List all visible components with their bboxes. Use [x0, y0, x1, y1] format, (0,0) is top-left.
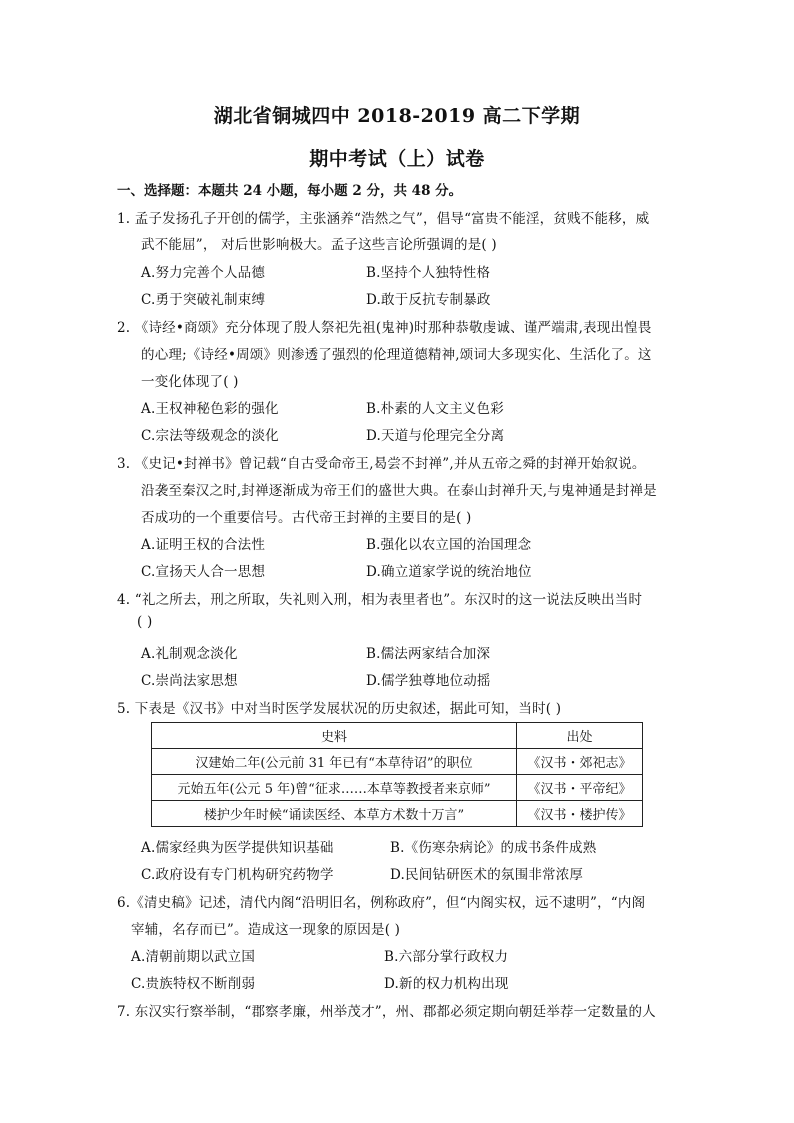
question-1-option-b: B.坚持个人独特性格 — [366, 265, 491, 281]
table-cell-origin: 《汉书・平帝纪》 — [517, 775, 643, 801]
question-3-line-1: 3. 《史记•封禅书》曾记载“自古受命帝王,曷尝不封禅”,并从五帝之舜的封禅开始叙说。 — [117, 456, 646, 472]
question-4-line-1: 4. “礼之所去，刑之所取，失礼则入刑，相为表里者也”。东汉时的这一说法反映出当时 — [117, 592, 643, 608]
table-cell-source: 汉建始二年(公元前 31 年已有“本草待诏”的职位 — [152, 749, 517, 775]
question-4-option-d: D.儒学独尊地位动摇 — [366, 673, 491, 689]
question-5-line-1: 5. 下表是《汉书》中对当时医学发展状况的历史叙述，据此可知，当时( ) — [117, 701, 562, 717]
table-header-row — [152, 723, 643, 749]
question-5-option-b: B.《伤寒杂病论》的成书条件成熟 — [390, 840, 597, 856]
question-2-option-a: A.王权神秘色彩的强化 — [141, 401, 279, 417]
question-6-option-b: B.六部分掌行政权力 — [384, 949, 509, 965]
question-2-line-2: 的心理;《诗经•周颂》则渗透了强烈的伦理道德精神,颂词大多现实化、生活化了。这 — [141, 347, 652, 363]
question-4-option-b: B.儒法两家结合加深 — [366, 646, 491, 662]
question-6-line-1: 6.《清史稿》记述，清代内阁“沿明旧名，例称政府”，但“内阁实权，远不逮明”，“内阁 — [117, 895, 646, 911]
history-source-table — [151, 722, 643, 827]
question-1-option-d: D.敢于反抗专制暴政 — [366, 292, 491, 308]
question-7-line-1: 7. 东汉实行察举制，“郡察孝廉，州举茂才”，州、郡都必须定期向朝廷举荐一定数量的人 — [117, 1004, 656, 1020]
question-3-option-c: C.宣扬天人合一思想 — [141, 564, 266, 580]
question-1-option-c: C.勇于突破礼制束缚 — [141, 292, 266, 308]
question-5-option-a: A.儒家经典为医学提供知识基础 — [141, 840, 334, 856]
table-row — [152, 801, 643, 827]
question-1-line-1: 1. 孟子发扬孔子开创的儒学，主张涵养“浩然之气”，倡导“富贵不能淫，贫贱不能移，威 — [117, 211, 650, 227]
table-row — [152, 749, 643, 775]
question-4-option-c: C.崇尚法家思想 — [141, 673, 238, 689]
question-3-option-b: B.强化以农立国的治国理念 — [366, 537, 532, 553]
table-cell-origin: 《汉书・楼护传》 — [517, 801, 643, 827]
question-6-option-a: A.清朝前期以武立国 — [131, 949, 256, 965]
question-4-line-2: ( ) — [137, 614, 153, 630]
section-heading: 一、选择题：本题共 24 小题，每小题 2 分，共 48 分。 — [117, 183, 463, 199]
question-3-option-d: D.确立道家学说的统治地位 — [366, 564, 532, 580]
question-5-option-d: D.民间钻研医术的氛围非常浓厚 — [390, 867, 584, 883]
table-row — [152, 775, 643, 801]
exam-title-line1: 湖北省铜城四中 2018-2019 高二下学期 — [213, 105, 581, 127]
question-3-line-2: 沿袭至秦汉之时,封禅逐渐成为帝王们的盛世大典。在泰山封禅升天,与鬼神通是封禅是 — [141, 483, 657, 499]
question-6-option-d: D.新的权力机构出现 — [384, 976, 509, 992]
question-2-line-1: 2. 《诗经•商颂》充分体现了殷人祭祀先祖(鬼神)时那种恭敬虔诚、谨严端肃,表现出惶畏 — [117, 320, 652, 336]
question-3-line-3: 否成功的一个重要信号。古代帝王封禅的主要目的是( ) — [141, 510, 472, 526]
table-cell-origin: 《汉书・郊祀志》 — [517, 749, 643, 775]
question-6-line-2: 宰辅，名存而已”。造成这一现象的原因是( ) — [131, 922, 401, 938]
question-2-line-3: 一变化体现了( ) — [141, 374, 239, 390]
table-header-origin: 出处 — [517, 723, 643, 749]
table-header-source: 史料 — [152, 723, 517, 749]
question-2-option-b: B.朴素的人文主义色彩 — [366, 401, 504, 417]
question-3-option-a: A.证明王权的合法性 — [141, 537, 266, 553]
table-cell-source: 元始五年(公元 5 年)曾“征求……本草等教授者来京师” — [152, 775, 517, 801]
question-5-option-c: C.政府设有专门机构研究药物学 — [141, 867, 334, 883]
question-2-option-d: D.天道与伦理完全分离 — [366, 428, 505, 444]
exam-title-line2: 期中考试（上）试卷 — [309, 148, 485, 170]
table-cell-source: 楼护少年时候“诵读医经、本草方术数十万言” — [152, 801, 517, 827]
question-1-line-2: 武不能屈”， 对后世影响极大。孟子这些言论所强调的是( ) — [141, 237, 497, 253]
question-2-option-c: C.宗法等级观念的淡化 — [141, 428, 279, 444]
question-1-option-a: A.努力完善个人品德 — [141, 265, 266, 281]
question-4-option-a: A.礼制观念淡化 — [141, 646, 238, 662]
question-6-option-c: C.贵族特权不断削弱 — [131, 976, 256, 992]
